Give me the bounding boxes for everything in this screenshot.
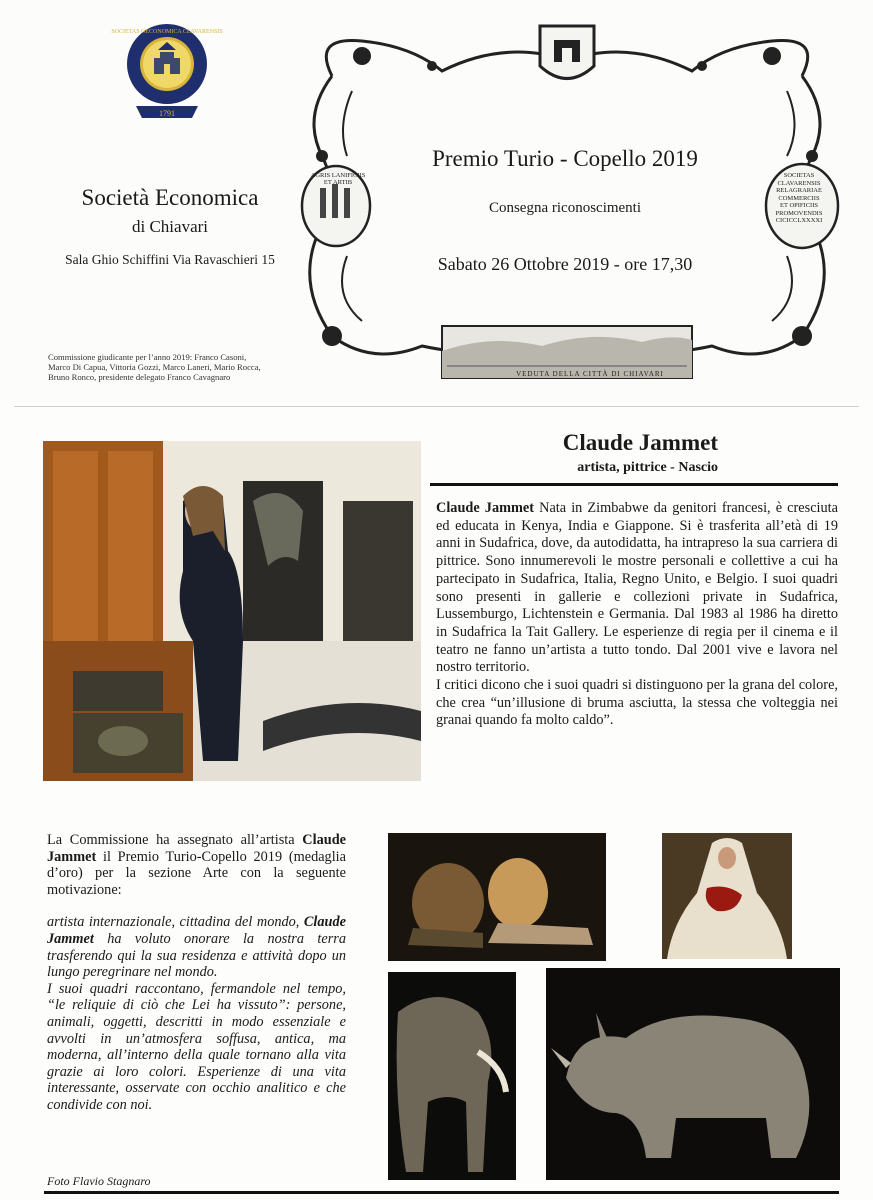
commission-line: Commissione giudicante per l’anno 2019: Franco Casoni,: [48, 352, 247, 362]
heading-rule: [430, 483, 838, 486]
painting-elephant: [388, 972, 516, 1180]
bio-lead-name: Claude Jammet: [436, 500, 535, 516]
bio-paragraph: I critici dicono che i suoi quadri si distinguono per la grana del colore, che crea “un’illusione di bruma asciutta, la stessa che volteggia nei granai quando fa molto caldo”.: [436, 677, 838, 729]
frame-landscape-caption: VEDUTA DELLA CITTÀ DI CHIAVARI: [516, 370, 664, 378]
frame-medallion-line: RELAGRARIAE: [776, 187, 822, 194]
motivation-intro: il Premio Turio-Copello 2019 (medaglia d’oro) per la sezione Arte con la seguente motivazione:: [47, 848, 346, 898]
prize-date: Sabato 26 Ottobre 2019 - ore 17,30: [437, 254, 693, 274]
frame-medallion-line: PROMOVENDIS: [775, 209, 823, 217]
commission-line: Bruno Ronco, presidente delegato Franco Cavagnaro: [48, 372, 231, 382]
frame-medallion-line: SOCIETAS: [783, 172, 815, 179]
organization-name: Società Economica: [81, 185, 259, 210]
seal-text: SOCIETAS OECONOMICA CLAVARENSIS: [111, 29, 223, 35]
commission-line: Marco Di Capua, Vittoria Gozzi, Marco Laneri, Mario Rocca,: [48, 362, 261, 372]
painting-seated-men: [388, 833, 606, 961]
bio-paragraph: Nata in Zimbabwe da genitori francesi, è cresciuta ed educata in Kenya, India e Giappone. Si è trasferita all’età di 19 anni in Sudafrica, dove, da autodidatta, ha intrapreso la sua carriera di pittrice. Sono innumerevoli le mostre personali e collettive a cui ha partecipato in Sudafrica, Italia, Regno Unito, e Belgio. I suoi quadri sono presenti in gallerie e collezioni private in Sudafrica, Lussemburgo, Lichtenstein e Germania. Dal 1983 al 1986 ha diretto in Sudafrica la Tait Gallery. Le esperienze di regia per il cinema e il teatro ne fanno un’artista a tutto tondo. Dal 2001 vive e lavora nel nostro territorio.: [436, 500, 838, 676]
prize-subtitle: Consegna riconoscimenti: [488, 200, 642, 216]
motivation-intro: La Commissione ha assegnato all’artista: [47, 832, 303, 848]
frame-medallion-line: COMMERCIIS: [778, 194, 820, 202]
commission-list: [48, 352, 293, 382]
motivation-artist-name: Claude Jammet: [47, 832, 346, 865]
artist-name: Claude Jammet: [562, 430, 718, 455]
prize-title: Premio Turio - Copello 2019: [432, 146, 698, 171]
footer-rule: [44, 1191, 839, 1194]
artist-biography: [436, 500, 838, 730]
artist-role: artista, pittrice - Nascio: [577, 460, 718, 475]
painting-veiled-woman: [662, 833, 792, 959]
frame-medallion-line: CLAVARENSIS: [777, 179, 821, 187]
painting-rhinoceros: [546, 968, 840, 1180]
society-seal-icon: [111, 22, 223, 122]
frame-medallion-text: AGRIS LANIFICIIS ET ARTIB: [310, 172, 366, 186]
motivation-text: ha voluto onorare la nostra terra trasferendo qui la sua residenza e attività dopo un lungo peregrinare nel mondo.: [47, 930, 346, 981]
artist-studio-photo: [43, 441, 421, 781]
section-divider: [14, 406, 859, 407]
frame-medallion-line: ET OPIFICIIS: [780, 202, 818, 209]
award-motivation: [47, 832, 346, 1114]
motivation-text: I suoi quadri raccontano, fermandole nel tempo, “le reliquie di ciò che Lei ha vissuto”: persone, animali, oggetti, descritti in modo essenziale e avvolti in un’atmosfera soffusa, antica, ma moderna, all’interno della quale tornano alla vita grazie ai loro colori. Esperienze di una vita interessante, osservate con occhio analitico e che condivide con noi.: [47, 980, 346, 1113]
photo-credit: Foto Flavio Stagnaro: [47, 1174, 151, 1188]
seal-year: 1791: [159, 109, 175, 118]
event-venue: Sala Ghio Schiffini Via Ravaschieri 15: [65, 252, 275, 267]
motivation-artist-name: Claude Jammet: [47, 914, 346, 947]
motivation-text: artista internazionale, cittadina del mondo,: [47, 914, 304, 931]
organization-city: di Chiavari: [131, 217, 208, 236]
frame-medallion-line: CICICCLXXXXI: [775, 217, 823, 224]
